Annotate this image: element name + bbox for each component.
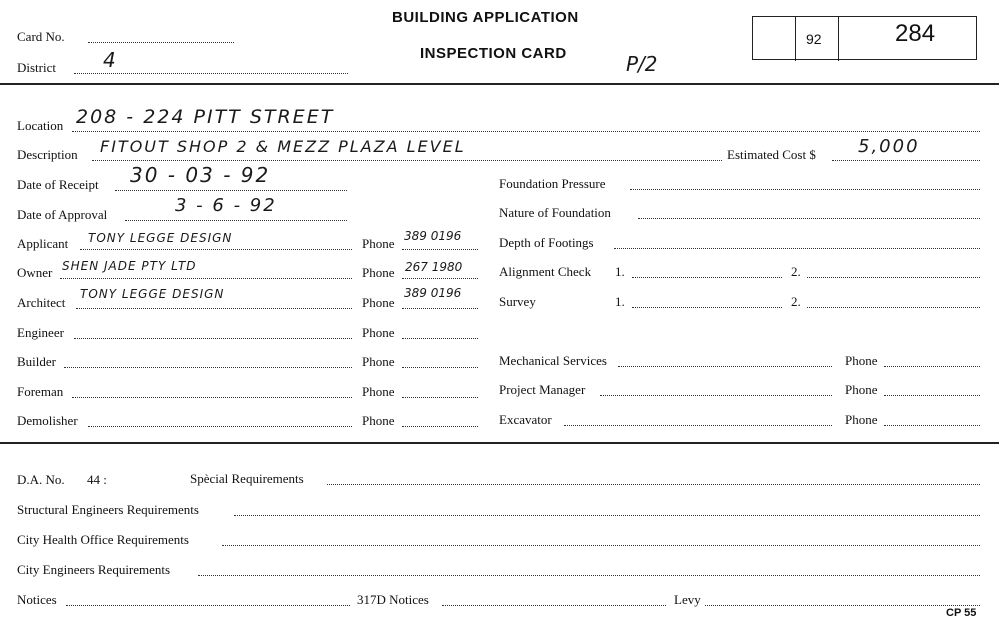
owner-phone-field[interactable] — [402, 278, 478, 279]
excavator-label: Excavator — [499, 412, 552, 427]
foundation-pressure-label: Foundation Pressure — [499, 176, 606, 191]
card-number: 284 — [895, 20, 936, 47]
levy-field[interactable] — [705, 605, 980, 606]
notices-317d-label: 317D Notices — [357, 592, 429, 607]
applicant-phone-field[interactable] — [402, 249, 478, 250]
applicant-phone-label: Phone — [362, 236, 395, 251]
foreman-label: Foreman — [17, 384, 64, 399]
project-manager-field[interactable] — [600, 395, 832, 396]
architect-phone-field[interactable] — [402, 308, 478, 309]
special-requirements-label: Spècial Requirements — [190, 471, 304, 486]
survey-label: Survey — [499, 294, 536, 309]
owner-value: SHEN JADE PTY LTD — [62, 259, 197, 273]
notices-317d-field[interactable] — [442, 605, 666, 606]
card-no-label: Card No. — [17, 29, 65, 44]
builder-phone-field[interactable] — [402, 367, 478, 368]
city-health-field[interactable] — [222, 545, 980, 546]
form-code: CP 55 — [946, 607, 977, 619]
da-no-label: D.A. No. — [17, 472, 65, 487]
card-no-field[interactable] — [88, 42, 234, 43]
survey-2-field[interactable] — [807, 307, 980, 308]
depth-of-footings-label: Depth of Footings — [499, 235, 594, 250]
special-requirements-field[interactable] — [327, 484, 980, 485]
demolisher-phone-label: Phone — [362, 413, 395, 428]
card-number-box — [752, 16, 977, 60]
mechanical-services-field[interactable] — [618, 366, 832, 367]
engineer-phone-label: Phone — [362, 325, 395, 340]
nature-of-foundation-label: Nature of Foundation — [499, 205, 611, 220]
excavator-phone-field[interactable] — [884, 425, 980, 426]
excavator-field[interactable] — [564, 425, 832, 426]
foreman-phone-label: Phone — [362, 384, 395, 399]
engineer-phone-field[interactable] — [402, 338, 478, 339]
structural-engineers-field[interactable] — [234, 515, 980, 516]
architect-label: Architect — [17, 295, 66, 310]
city-engineers-label: City Engineers Requirements — [17, 562, 171, 577]
estimated-cost-label: Estimated Cost $ — [727, 147, 816, 162]
header-rule — [0, 83, 999, 85]
project-manager-label: Project Manager — [499, 382, 586, 397]
mechanical-services-phone-field[interactable] — [884, 366, 980, 367]
alignment-check-2-label: 2. — [791, 264, 801, 279]
nature-of-foundation-field[interactable] — [638, 218, 980, 219]
description-field[interactable] — [92, 160, 722, 161]
date-of-receipt-label: Date of Receipt — [17, 177, 99, 192]
foundation-pressure-field[interactable] — [630, 189, 980, 190]
location-value: 208 - 224 PITT STREET — [76, 106, 335, 128]
project-manager-phone-label: Phone — [845, 382, 878, 397]
estimated-cost-field[interactable] — [832, 160, 980, 161]
box-divider-1 — [795, 16, 796, 61]
description-value: FITOUT SHOP 2 & MEZZ PLAZA LEVEL — [100, 137, 466, 156]
owner-phone-label: Phone — [362, 265, 395, 280]
levy-label: Levy — [674, 592, 701, 607]
demolisher-label: Demolisher — [17, 413, 78, 428]
architect-phone-label: Phone — [362, 295, 395, 310]
project-manager-phone-field[interactable] — [884, 395, 980, 396]
city-engineers-field[interactable] — [198, 575, 980, 576]
depth-of-footings-field[interactable] — [614, 248, 980, 249]
structural-engineers-label: Structural Engineers Requirements — [17, 502, 199, 517]
owner-field[interactable] — [60, 278, 352, 279]
date-of-receipt-value: 30 - 03 - 92 — [130, 163, 271, 187]
alignment-check-label: Alignment Check — [499, 264, 592, 279]
district-value: 4 — [103, 48, 118, 72]
applicant-value: TONY LEGGE DESIGN — [88, 231, 233, 245]
engineer-field[interactable] — [74, 338, 352, 339]
title-line-1: BUILDING APPLICATION — [392, 9, 579, 26]
title-line-2: INSPECTION CARD — [420, 45, 567, 62]
notices-field[interactable] — [66, 605, 350, 606]
applicant-phone-value: 389 0196 — [404, 229, 462, 243]
da-no-value: 44 : — [87, 472, 107, 487]
survey-1-label: 1. — [615, 294, 625, 309]
district-label: District — [17, 60, 56, 75]
architect-field[interactable] — [76, 308, 352, 309]
date-of-approval-field[interactable] — [125, 220, 347, 221]
date-of-approval-value: 3 - 6 - 92 — [175, 195, 277, 216]
builder-label: Builder — [17, 354, 56, 369]
city-health-label: City Health Office Requirements — [17, 532, 189, 547]
location-field[interactable] — [72, 131, 980, 132]
builder-phone-label: Phone — [362, 354, 395, 369]
demolisher-phone-field[interactable] — [402, 426, 478, 427]
architect-phone-value: 389 0196 — [404, 286, 462, 300]
survey-1-field[interactable] — [632, 307, 782, 308]
excavator-phone-label: Phone — [845, 412, 878, 427]
alignment-check-2-field[interactable] — [807, 277, 980, 278]
location-label: Location — [17, 118, 64, 133]
section-rule — [0, 442, 999, 444]
owner-label: Owner — [17, 265, 53, 280]
architect-value: TONY LEGGE DESIGN — [80, 287, 225, 301]
applicant-label: Applicant — [17, 236, 69, 251]
district-field[interactable] — [74, 73, 348, 74]
foreman-phone-field[interactable] — [402, 397, 478, 398]
applicant-field[interactable] — [80, 249, 352, 250]
alignment-check-1-label: 1. — [615, 264, 625, 279]
notices-label: Notices — [17, 592, 57, 607]
title-mark: P/2 — [626, 52, 658, 76]
card-year: 92 — [806, 31, 822, 47]
estimated-cost-value: 5,000 — [858, 136, 920, 157]
box-divider-2 — [838, 16, 839, 61]
owner-phone-value: 267 1980 — [405, 260, 463, 274]
date-of-approval-label: Date of Approval — [17, 207, 108, 222]
builder-field[interactable] — [64, 367, 352, 368]
foreman-field[interactable] — [72, 397, 352, 398]
engineer-label: Engineer — [17, 325, 64, 340]
mechanical-services-label: Mechanical Services — [499, 353, 607, 368]
demolisher-field[interactable] — [88, 426, 352, 427]
alignment-check-1-field[interactable] — [632, 277, 782, 278]
description-label: Description — [17, 147, 78, 162]
date-of-receipt-field[interactable] — [115, 190, 347, 191]
mechanical-services-phone-label: Phone — [845, 353, 878, 368]
survey-2-label: 2. — [791, 294, 801, 309]
